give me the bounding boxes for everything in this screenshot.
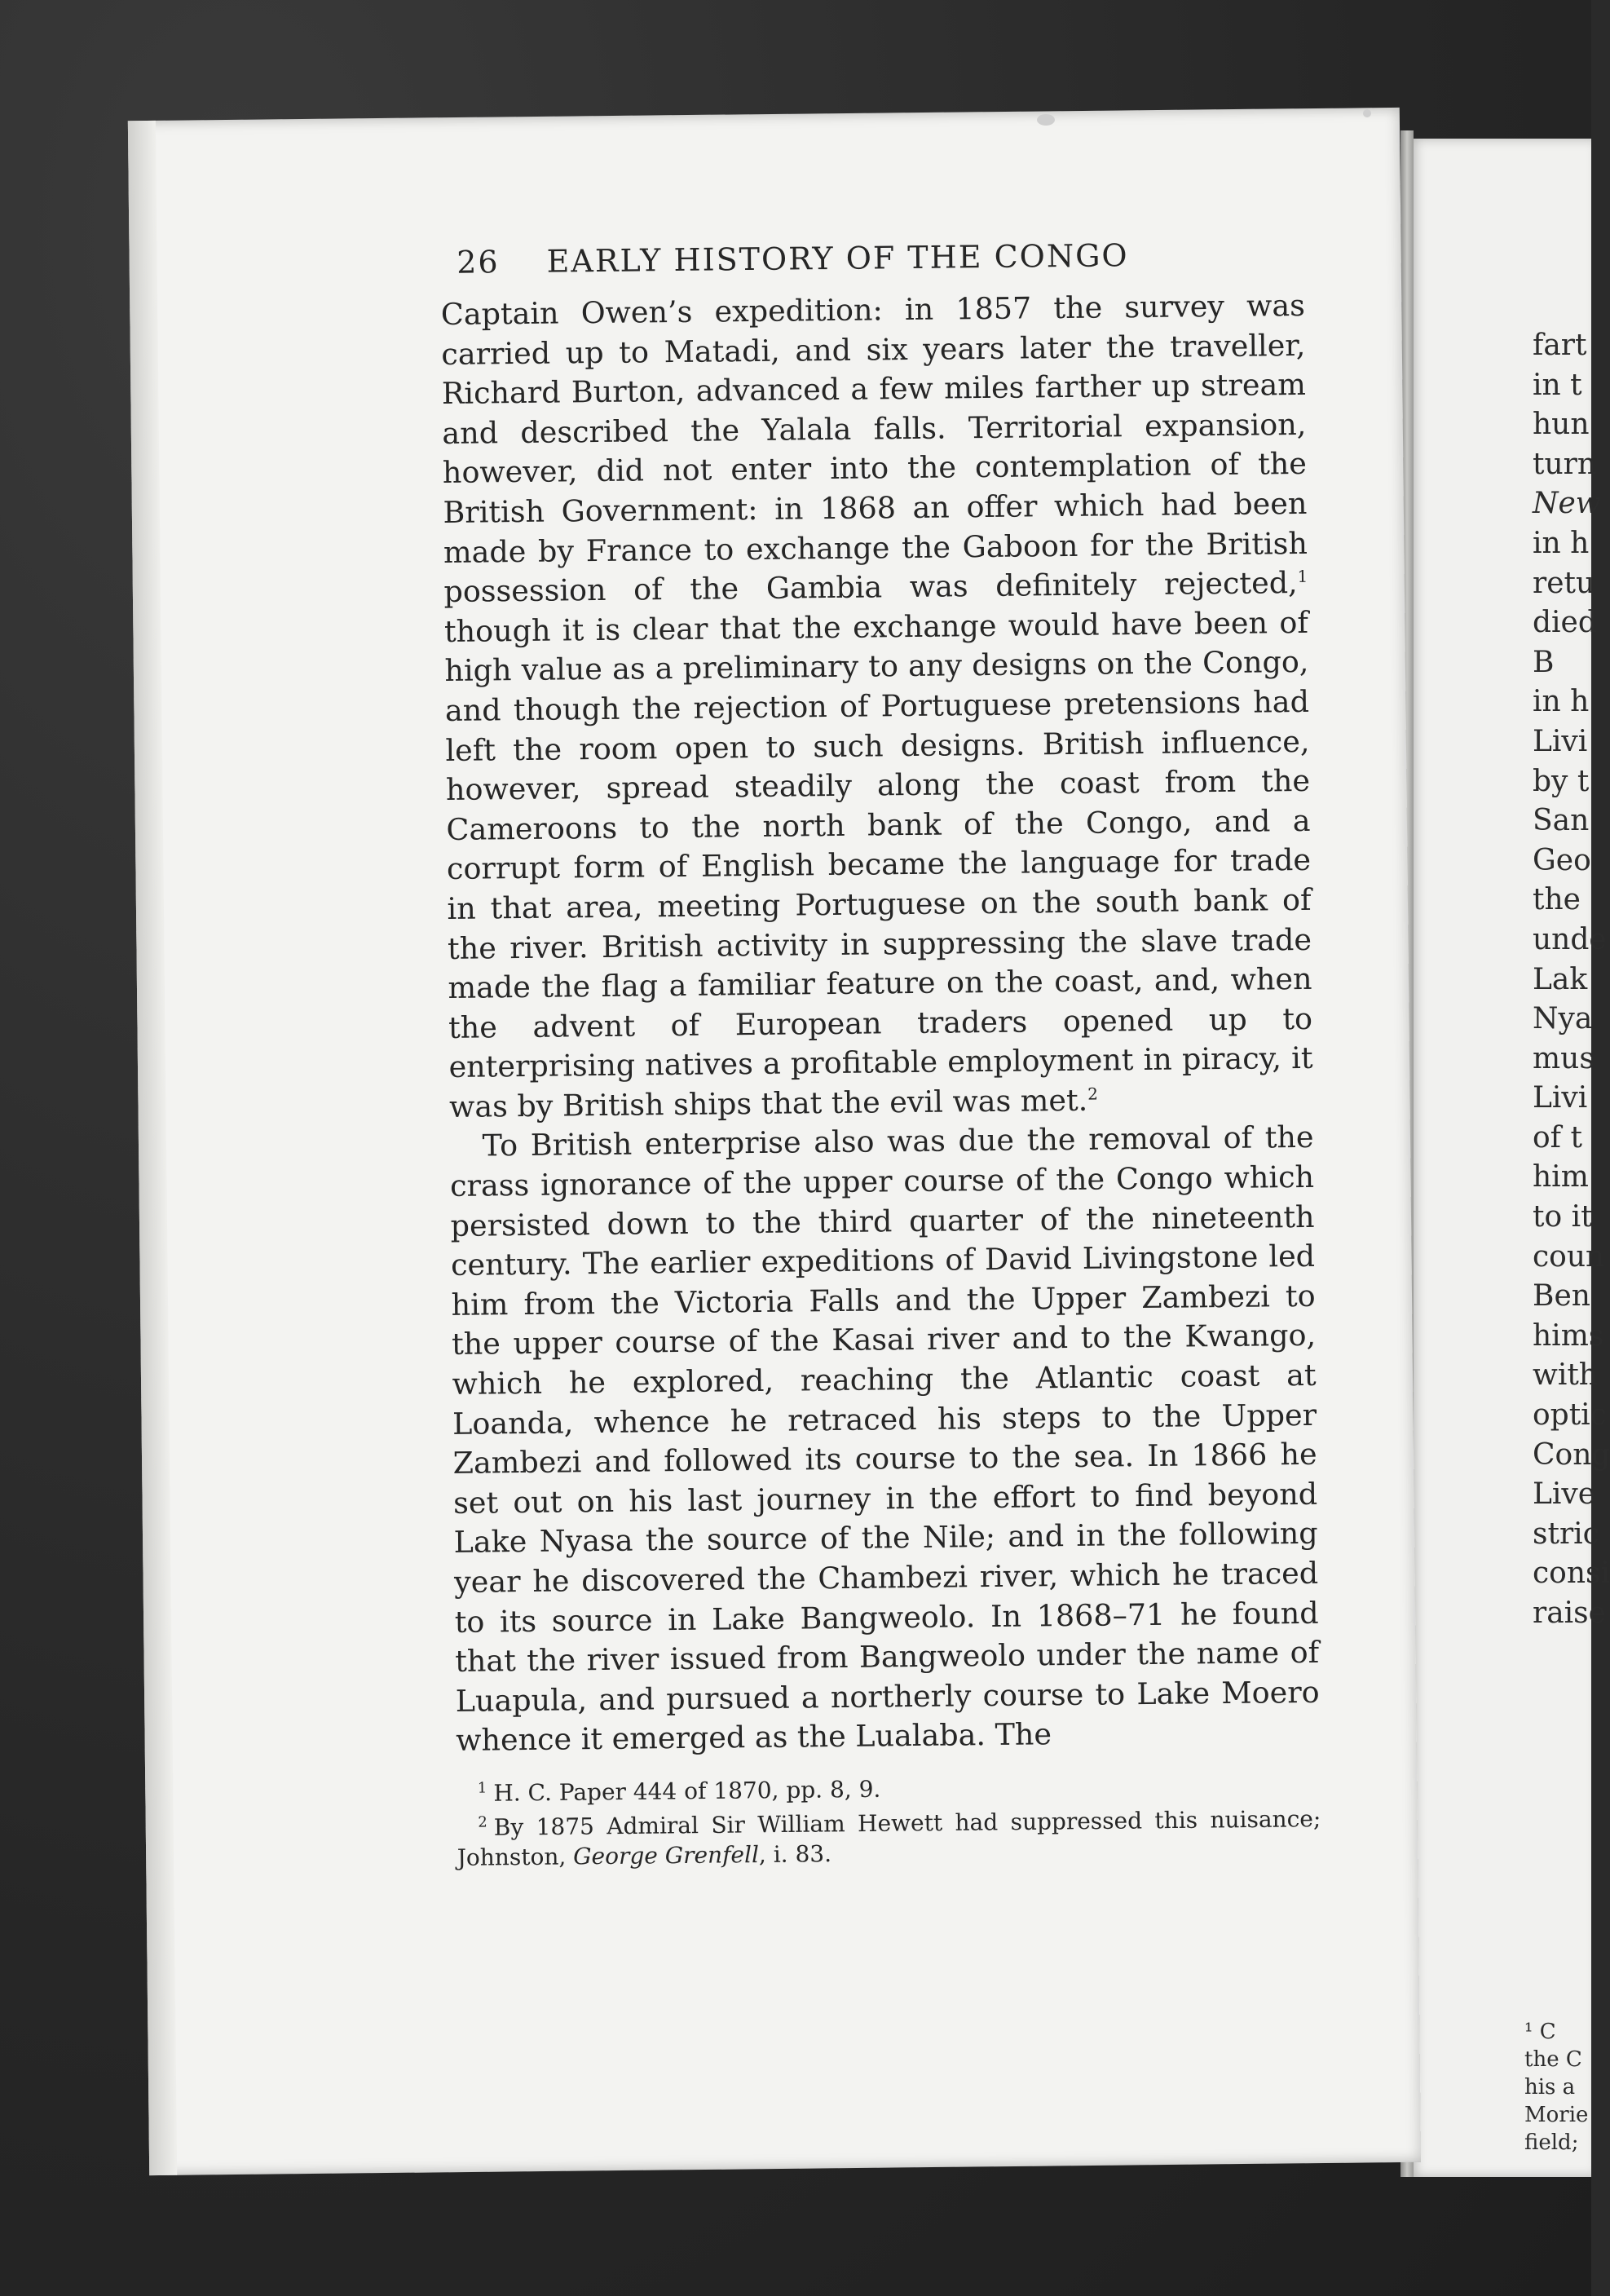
facing-page-line: by t bbox=[1533, 764, 1590, 798]
facing-page-line: Livi bbox=[1533, 1081, 1588, 1115]
facing-page-line: retu bbox=[1533, 566, 1595, 600]
facing-page-line: coun bbox=[1533, 1239, 1605, 1274]
facing-page-line: consi bbox=[1533, 1556, 1610, 1591]
footnote-2 bbox=[457, 1799, 1321, 1872]
facing-page-line: died bbox=[1533, 606, 1597, 640]
facing-page-line: Live bbox=[1533, 1477, 1596, 1512]
footnote-2-text: By 1875 Admiral Sir William Hewett had suppressed this nuisance; Johnston, bbox=[457, 1805, 1321, 1871]
facing-page-line: with bbox=[1533, 1358, 1598, 1393]
facing-page-line: fart bbox=[1533, 329, 1587, 362]
facing-page-footnote-line: ¹ C bbox=[1524, 2020, 1556, 2044]
facing-page-footnotes bbox=[1524, 2018, 1598, 2157]
facing-page-line: raise bbox=[1533, 1596, 1606, 1630]
paragraph-1 bbox=[441, 286, 1314, 1128]
paragraph-1-text-b: though it is clear that the exchange would have been of high value as a preliminary to any designs on the Congo, and though the rejection of Portuguese pretensions had left the room open to such designs. British influence, however, spread steadily along the coast from the Cameroons to the north bank of the Congo, and a corrupt form of English became the language for trade in that area, meeting Portuguese on the south bank of the river. British activity in suppressing the slave trade made the flag a familiar feature on the coast, and, when the advent of European traders opened up to enterprising natives a profitable employment in piracy, it was by British ships that the evil was met. bbox=[443, 604, 1313, 1124]
facing-page-footnote-line: the C bbox=[1524, 2047, 1582, 2072]
footnote-ref-2: 2 bbox=[1087, 1084, 1099, 1104]
footnote-ref-1: 1 bbox=[1297, 566, 1308, 587]
facing-page-line: in h bbox=[1533, 685, 1590, 719]
page-number: 26 bbox=[456, 244, 500, 280]
facing-page-line: Geo bbox=[1533, 843, 1591, 877]
facing-page-line: of t bbox=[1533, 1120, 1582, 1155]
facing-page-footnote-line: field; bbox=[1524, 2130, 1579, 2155]
footnotes bbox=[457, 1765, 1321, 1873]
facing-page-line: the bbox=[1533, 883, 1581, 917]
facing-page-line: to it bbox=[1533, 1200, 1593, 1234]
footnote-1-mark: 1 bbox=[477, 1779, 487, 1797]
facing-page-line: Cong bbox=[1533, 1437, 1610, 1472]
facing-page-text bbox=[1533, 326, 1610, 1634]
facing-page-line: unde bbox=[1533, 922, 1607, 956]
facing-page-line: turn bbox=[1533, 447, 1597, 481]
facing-page-footnote-line: his a bbox=[1524, 2075, 1576, 2100]
facing-page-line: hun bbox=[1533, 408, 1590, 442]
facing-page-line: mus bbox=[1533, 1041, 1595, 1075]
facing-page-line: in t bbox=[1533, 368, 1582, 402]
scan-speck bbox=[1037, 114, 1055, 126]
footnote-1-text: H. C. Paper 444 of 1870, pp. 8, 9. bbox=[493, 1775, 881, 1807]
footnote-2-after: , i. 83. bbox=[758, 1839, 832, 1868]
facing-page-line: B bbox=[1533, 645, 1555, 679]
facing-page-line: him bbox=[1533, 1160, 1589, 1194]
facing-page-line: Lak bbox=[1533, 962, 1588, 996]
facing-page-line: in h bbox=[1533, 526, 1590, 560]
facing-page-line: Nya bbox=[1533, 1002, 1593, 1036]
footnote-2-italic: George Grenfell bbox=[573, 1840, 760, 1870]
scan-speck bbox=[1363, 109, 1371, 117]
paragraph-1-text-a: Captain Owen’s expedition: in 1857 the survey was carried up to Matadi, and six years later the traveller, Richard Burton, advanced a few miles farther up stream and described the Yalala falls. Territorial expansion, however, did not enter into the contemplation of the British Government: in 1868 an offer which had been made by France to exchange the Gaboon for the British possession of the Gambia was definitely rejected, bbox=[440, 287, 1308, 610]
paragraph-2: To British enterprise also was due the removal of the crass ignorance of the upper course of the Congo which persisted down to the third quarter of the nineteenth century. The earlier expeditions of David Livingstone led him from the Victoria Falls and the Upper Zambezi to the upper course of the Kasai river and to the Kwango, which he explored, reaching the Atlantic coast at Loanda, whence he retraced his steps to the Upper Zambezi and followed its course to the sea. In 1866 he set out on his last journey in the effort to find beyond Lake Nyasa the source of the Nile; and in the following year he discovered the Chambezi river, which he traced to its source in Lake Bangweolo. In 1868–71 he found that the river issued from Bangweolo under the name of Luapula, and pursued a northerly course to Lake Moero whence it emerged as the Lualaba. The bbox=[449, 1119, 1320, 1759]
facing-page-line: stric bbox=[1533, 1517, 1599, 1551]
footnote-2-mark: 2 bbox=[478, 1813, 487, 1831]
running-title: EARLY HISTORY OF THE CONGO bbox=[546, 237, 1129, 280]
facing-page-line: Livi bbox=[1533, 724, 1588, 758]
facing-page-line: Ben bbox=[1533, 1279, 1590, 1314]
page-content bbox=[440, 236, 1321, 1873]
facing-page-line: optic bbox=[1533, 1398, 1607, 1433]
facing-page-line: hims bbox=[1533, 1318, 1604, 1353]
facing-page-line: San bbox=[1533, 804, 1590, 838]
facing-page-line: New bbox=[1533, 487, 1601, 521]
facing-page-footnote-line: Morie bbox=[1524, 2103, 1589, 2127]
